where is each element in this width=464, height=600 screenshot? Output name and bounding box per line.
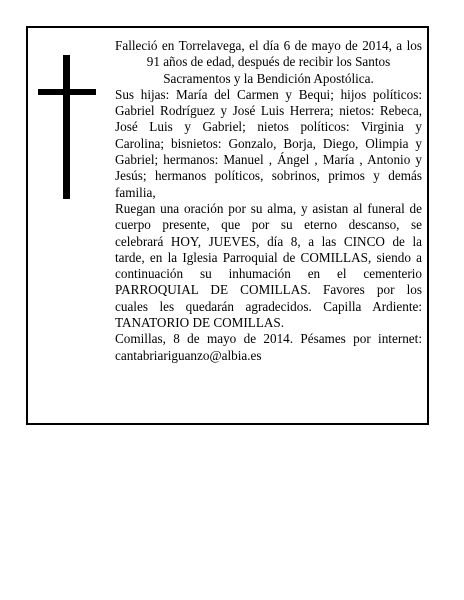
- text-line: Sacramentos y la Bendición Apostólica.: [163, 70, 374, 86]
- family-paragraph: [115, 87, 422, 201]
- text-line: Gabriel; hermanos: Manuel , Ángel , María , Antonio y: [115, 152, 422, 168]
- obituary-notice: [26, 26, 429, 425]
- text-line: continuación su inhumación en el cementerio: [115, 266, 422, 282]
- text-line: Gabriel Rodríguez y José Luis Herrera; nietos: Rebeca,: [115, 103, 422, 119]
- text-line: Jesús; hermanos políticos, sobrinos, primos y demás: [115, 168, 422, 184]
- text-line: TANATORIO DE COMILLAS.: [115, 315, 285, 331]
- text-line: Ruegan una oración por su alma, y asistan al funeral de: [115, 200, 422, 216]
- notice-body: [115, 38, 422, 364]
- condolence-email: cantabriariguanzo@albia.es: [115, 347, 262, 363]
- text-line: cuerpo presente, que por su eterno descanso, se: [115, 217, 422, 233]
- funeral-paragraph: [115, 201, 422, 331]
- text-line: 91 años de edad, después de recibir los Santos: [146, 54, 391, 70]
- closing-paragraph: [115, 331, 422, 364]
- text-line: PARROQUIAL DE COMILLAS. Favores por los: [115, 282, 422, 298]
- text-line: Carolina; bisnietos: Gonzalo, Borja, Diego, Olimpia y: [115, 135, 422, 151]
- text-line: Comillas, 8 de mayo de 2014. Pésames por internet:: [115, 331, 422, 347]
- text-line: celebrará HOY, JUEVES, día 8, a las CINCO de la: [115, 233, 422, 249]
- text-line: Sus hijas: María del Carmen y Bequi; hijos políticos:: [115, 86, 422, 102]
- text-line: José Luis y Gabriel; nietos políticos: Virginia y: [115, 119, 422, 135]
- cross-horizontal-bar: [38, 89, 96, 95]
- cross-vertical-bar: [63, 55, 70, 199]
- text-line: familia,: [115, 184, 156, 200]
- text-line: cuales les quedarán agradecidos. Capilla Ardiente:: [115, 298, 422, 314]
- death-announcement-paragraph: [115, 38, 422, 87]
- cross-icon: [38, 55, 96, 199]
- text-line: Falleció en Torrelavega, el día 6 de mayo de 2014, a los: [115, 38, 422, 53]
- text-line: tarde, en la Iglesia Parroquial de COMILLAS, siendo a: [115, 249, 422, 265]
